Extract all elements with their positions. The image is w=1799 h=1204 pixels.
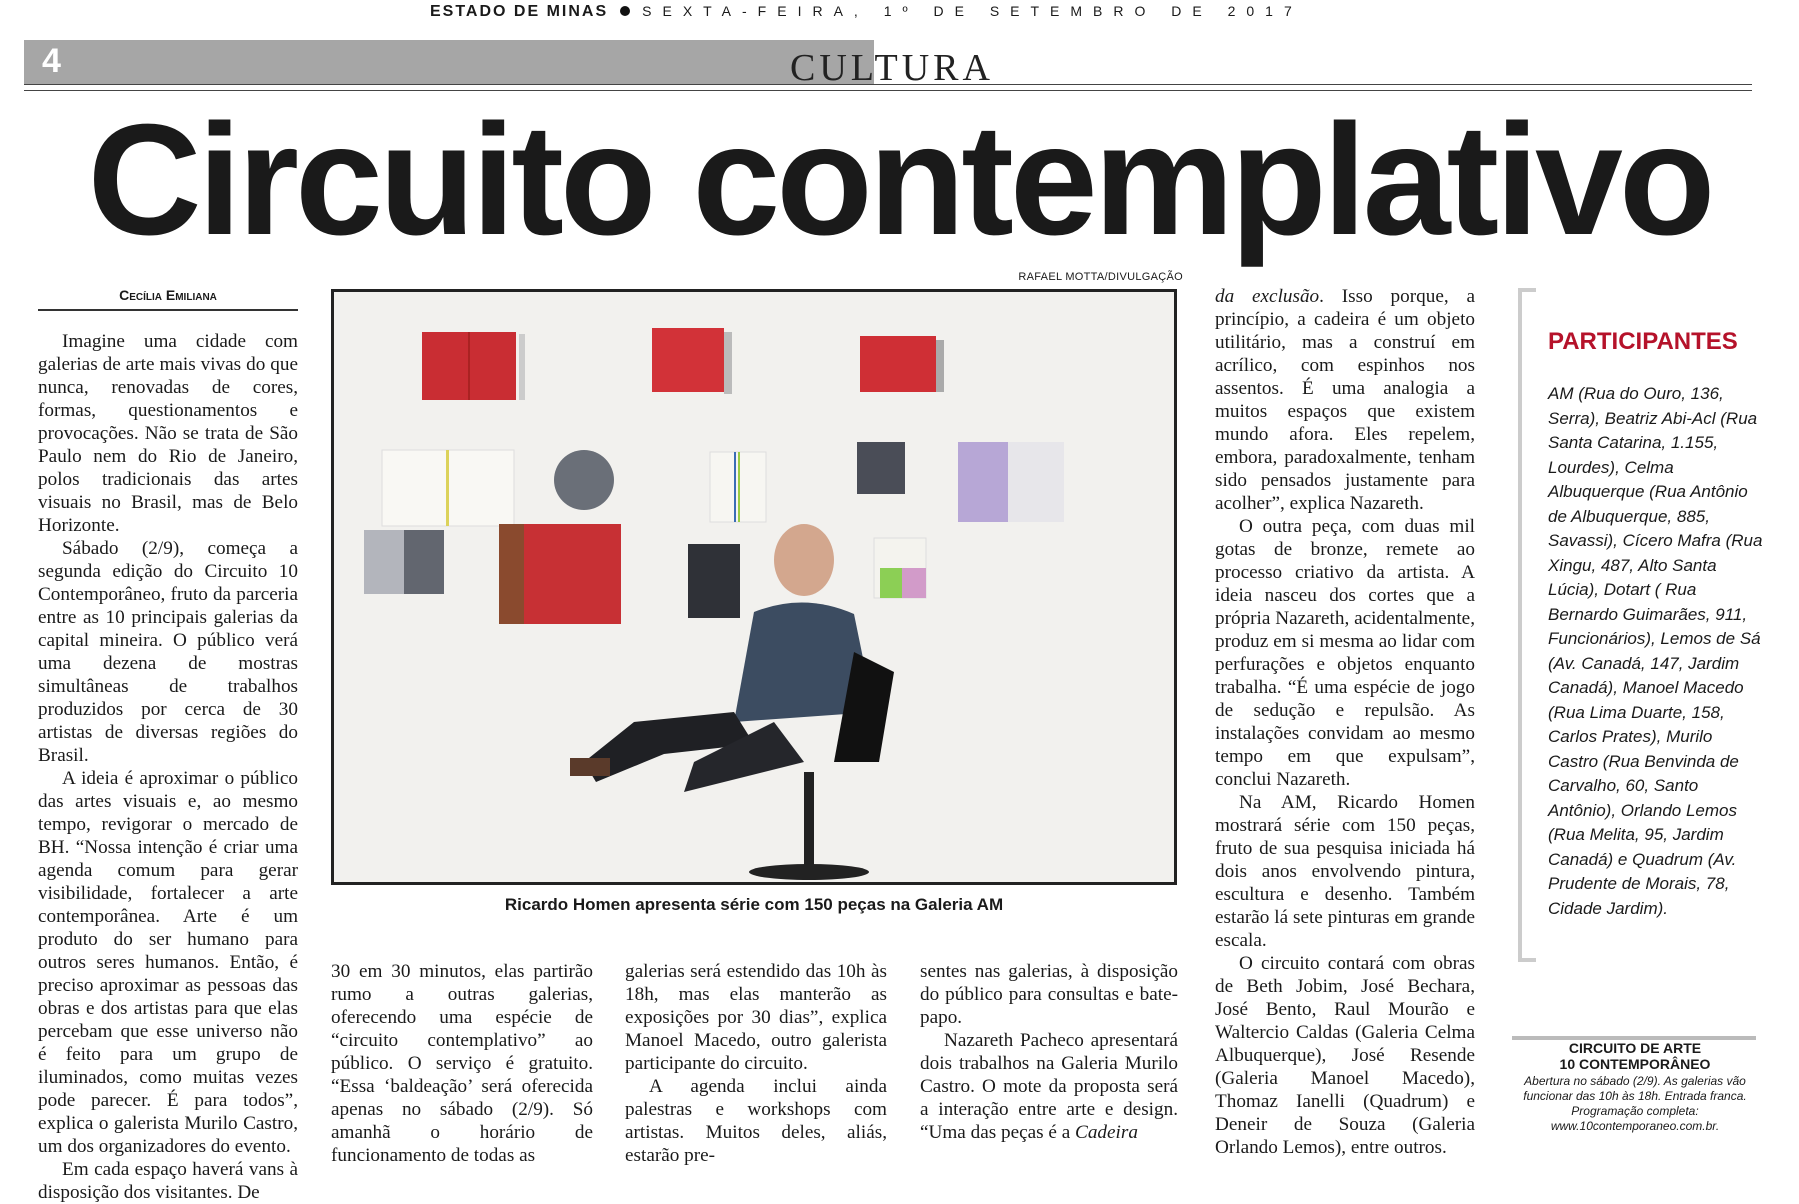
sidebar-bracket	[1518, 288, 1536, 962]
photo-credit: RAFAEL MOTTA/DIVULGAÇÃO	[1018, 271, 1183, 283]
paragraph: O circuito contará com obras de Beth Jobim, José Bechara, José Bento, Raul Mourão e Waltercio Caldas (Galeria Celma Albuquerque), José Resende (Galeria Manoel Macedo), Thomaz Ianelli (Quadrum) e Deneir de Souza (Galeria Orlando Lemos), entre outros.	[1215, 953, 1475, 1158]
infobox-body: Abertura no sábado (2/9). As galerias vão funcionar das 10h às 18h. Entrada franca. Programação completa: www.10contemporaneo.com.br.	[1523, 1074, 1747, 1133]
article-column-5	[1215, 285, 1475, 1159]
article-column-4	[920, 960, 1178, 1144]
paragraph: sentes nas galerias, à disposição do público para consultas e bate-papo.	[920, 961, 1178, 1028]
paragraph: Em cada espaço haverá vans à disposição dos visitantes. De	[38, 1159, 298, 1203]
newspaper-name: ESTADO DE MINAS	[430, 3, 609, 20]
gallery-photo-illustration	[334, 292, 1174, 882]
article-column-1	[38, 330, 298, 1204]
issue-date: SEXTA-FEIRA, 1º DE SETEMBRO DE 2017	[642, 3, 1303, 19]
byline-rule	[38, 309, 298, 311]
photo-caption: Ricardo Homen apresenta série com 150 peças na Galeria AM	[504, 895, 1004, 914]
article-column-2	[331, 960, 593, 1167]
paragraph: da exclusão. Isso porque, a princípio, a cadeira é um objeto utilitário, mas a construí em acrílico, com espinhos nos assentos. É uma analogia a muitos espaços que existem mundo afora. Eles repelem, embora, paradoxalmente, tenham sido pensados justamente para acolher”, explica Nazareth.	[1215, 286, 1475, 514]
paragraph: Sábado (2/9), começa a segunda edição do Circuito 10 Contemporâneo, fruto da parceria entre as 10 principais galerias da capital mineira. O público verá uma dezena de mostras simultâneas de trabalhos produzidos por cerca de 30 artistas de diversas regiões do Brasil.	[38, 538, 298, 766]
paragraph: A ideia é aproximar o público das artes visuais e, ao mesmo tempo, revigorar o mercado de BH. “Nossa intenção é criar uma agenda comum para gerar visibilidade, fortalecer a arte contemporânea. Arte é um produto do ser humano para outros seres humanos. Então, é preciso aproximar as pessoas das obras e dos artistas para que elas percebam que esse universo não é feito para um grupo de iluminados, como muitas vezes pode parecer. É para todos”, explica o galerista Murilo Castro, um dos organizadores do evento.	[38, 768, 298, 1157]
article-photo	[331, 289, 1177, 885]
page-bar	[24, 40, 874, 84]
paragraph: galerias será estendido das 10h às 18h, mas elas manterão as exposições por 30 dias”, explica Manoel Macedo, outro galerista participante do circuito.	[625, 961, 887, 1074]
header-rule	[24, 84, 1752, 85]
italic-title: Cadeira	[1075, 1122, 1138, 1143]
section-name: CULTURA	[790, 47, 994, 89]
headline: Circuito contemplativo	[87, 92, 1712, 268]
italic-title: da exclusão	[1215, 286, 1320, 307]
paragraph: Na AM, Ricardo Homen mostrará série com 150 peças, fruto de sua pesquisa iniciada há dois anos envolvendo pintura, escultura e desenho. Também estarão lá sete pinturas em grande escala.	[1215, 792, 1475, 951]
bullet-icon	[620, 6, 630, 16]
paragraph: O outra peça, com duas mil gotas de bronze, remete ao processo criativo da artista. A ideia nasceu dos cortes que a própria Nazareth, acidentalmente, produz em si mesma ao lidar com perfurações e objetos enquanto trabalha. “É uma espécie de jogo de sedução e repulsão. As instalações convidam ao mesmo tempo em que expulsam”, conclui Nazareth.	[1215, 516, 1475, 790]
sidebar-participants-list: AM (Rua do Ouro, 136, Serra), Beatriz Abi-Acl (Rua Santa Catarina, 1.155, Lourdes), Celma Albuquerque (Rua Antônio de Albuquerque, 885, Savassi), Cícero Mafra (Rua Xingu, 487, Alto Santa Lúcia), Dotart ( Rua Bernardo Guimarães, 911, Funcionários), Lemos de Sá (Av. Canadá, 147, Jardim Canadá), Manoel Macedo (Rua Lima Duarte, 158, Carlos Prates), Murilo Castro (Rua Benvinda de Carvalho, 60, Santo Antônio), Orlando Lemos (Rua Melita, 95, Jardim Canadá) e Quadrum (Av. Prudente de Morais, 78, Cidade Jardim).	[1548, 384, 1763, 918]
page-number: 4	[42, 42, 61, 80]
paragraph: 30 em 30 minutos, elas partirão rumo a outras galerias, oferecendo uma espécie de “circuito contemplativo” ao público. O serviço é gratuito. “Essa ‘baldeação’ será oferecida apenas no sábado (2/9). Só amanhã o horário de funcionamento de todas as	[331, 961, 593, 1166]
sidebar-title: PARTICIPANTES	[1548, 328, 1738, 355]
event-infobox	[1510, 1040, 1760, 1144]
paragraph: Nazareth Pacheco apresentará dois trabalhos na Galeria Murilo Castro. O mote da proposta será a interação entre arte e design. “Uma das peças é a Cadeira	[920, 1030, 1178, 1143]
paragraph: A agenda inclui ainda palestras e workshops com artistas. Muitos deles, aliás, estarão pre-	[625, 1076, 887, 1166]
byline: Cecília Emiliana	[119, 287, 217, 303]
infobox-title: CIRCUITO DE ARTE	[1568, 1040, 1702, 1056]
article-column-3	[625, 960, 887, 1167]
paragraph: Imagine uma cidade com galerias de arte mais vivas do que nunca, renovadas de cores, formas, questionamentos e provocações. Não se trata de São Paulo nem do Rio de Janeiro, polos tradicionais das artes visuais no Brasil, mas de Belo Horizonte.	[38, 331, 298, 536]
header-rule	[24, 90, 1752, 91]
infobox-title: 10 CONTEMPORÂNEO	[1559, 1056, 1711, 1072]
masthead	[430, 3, 1370, 25]
